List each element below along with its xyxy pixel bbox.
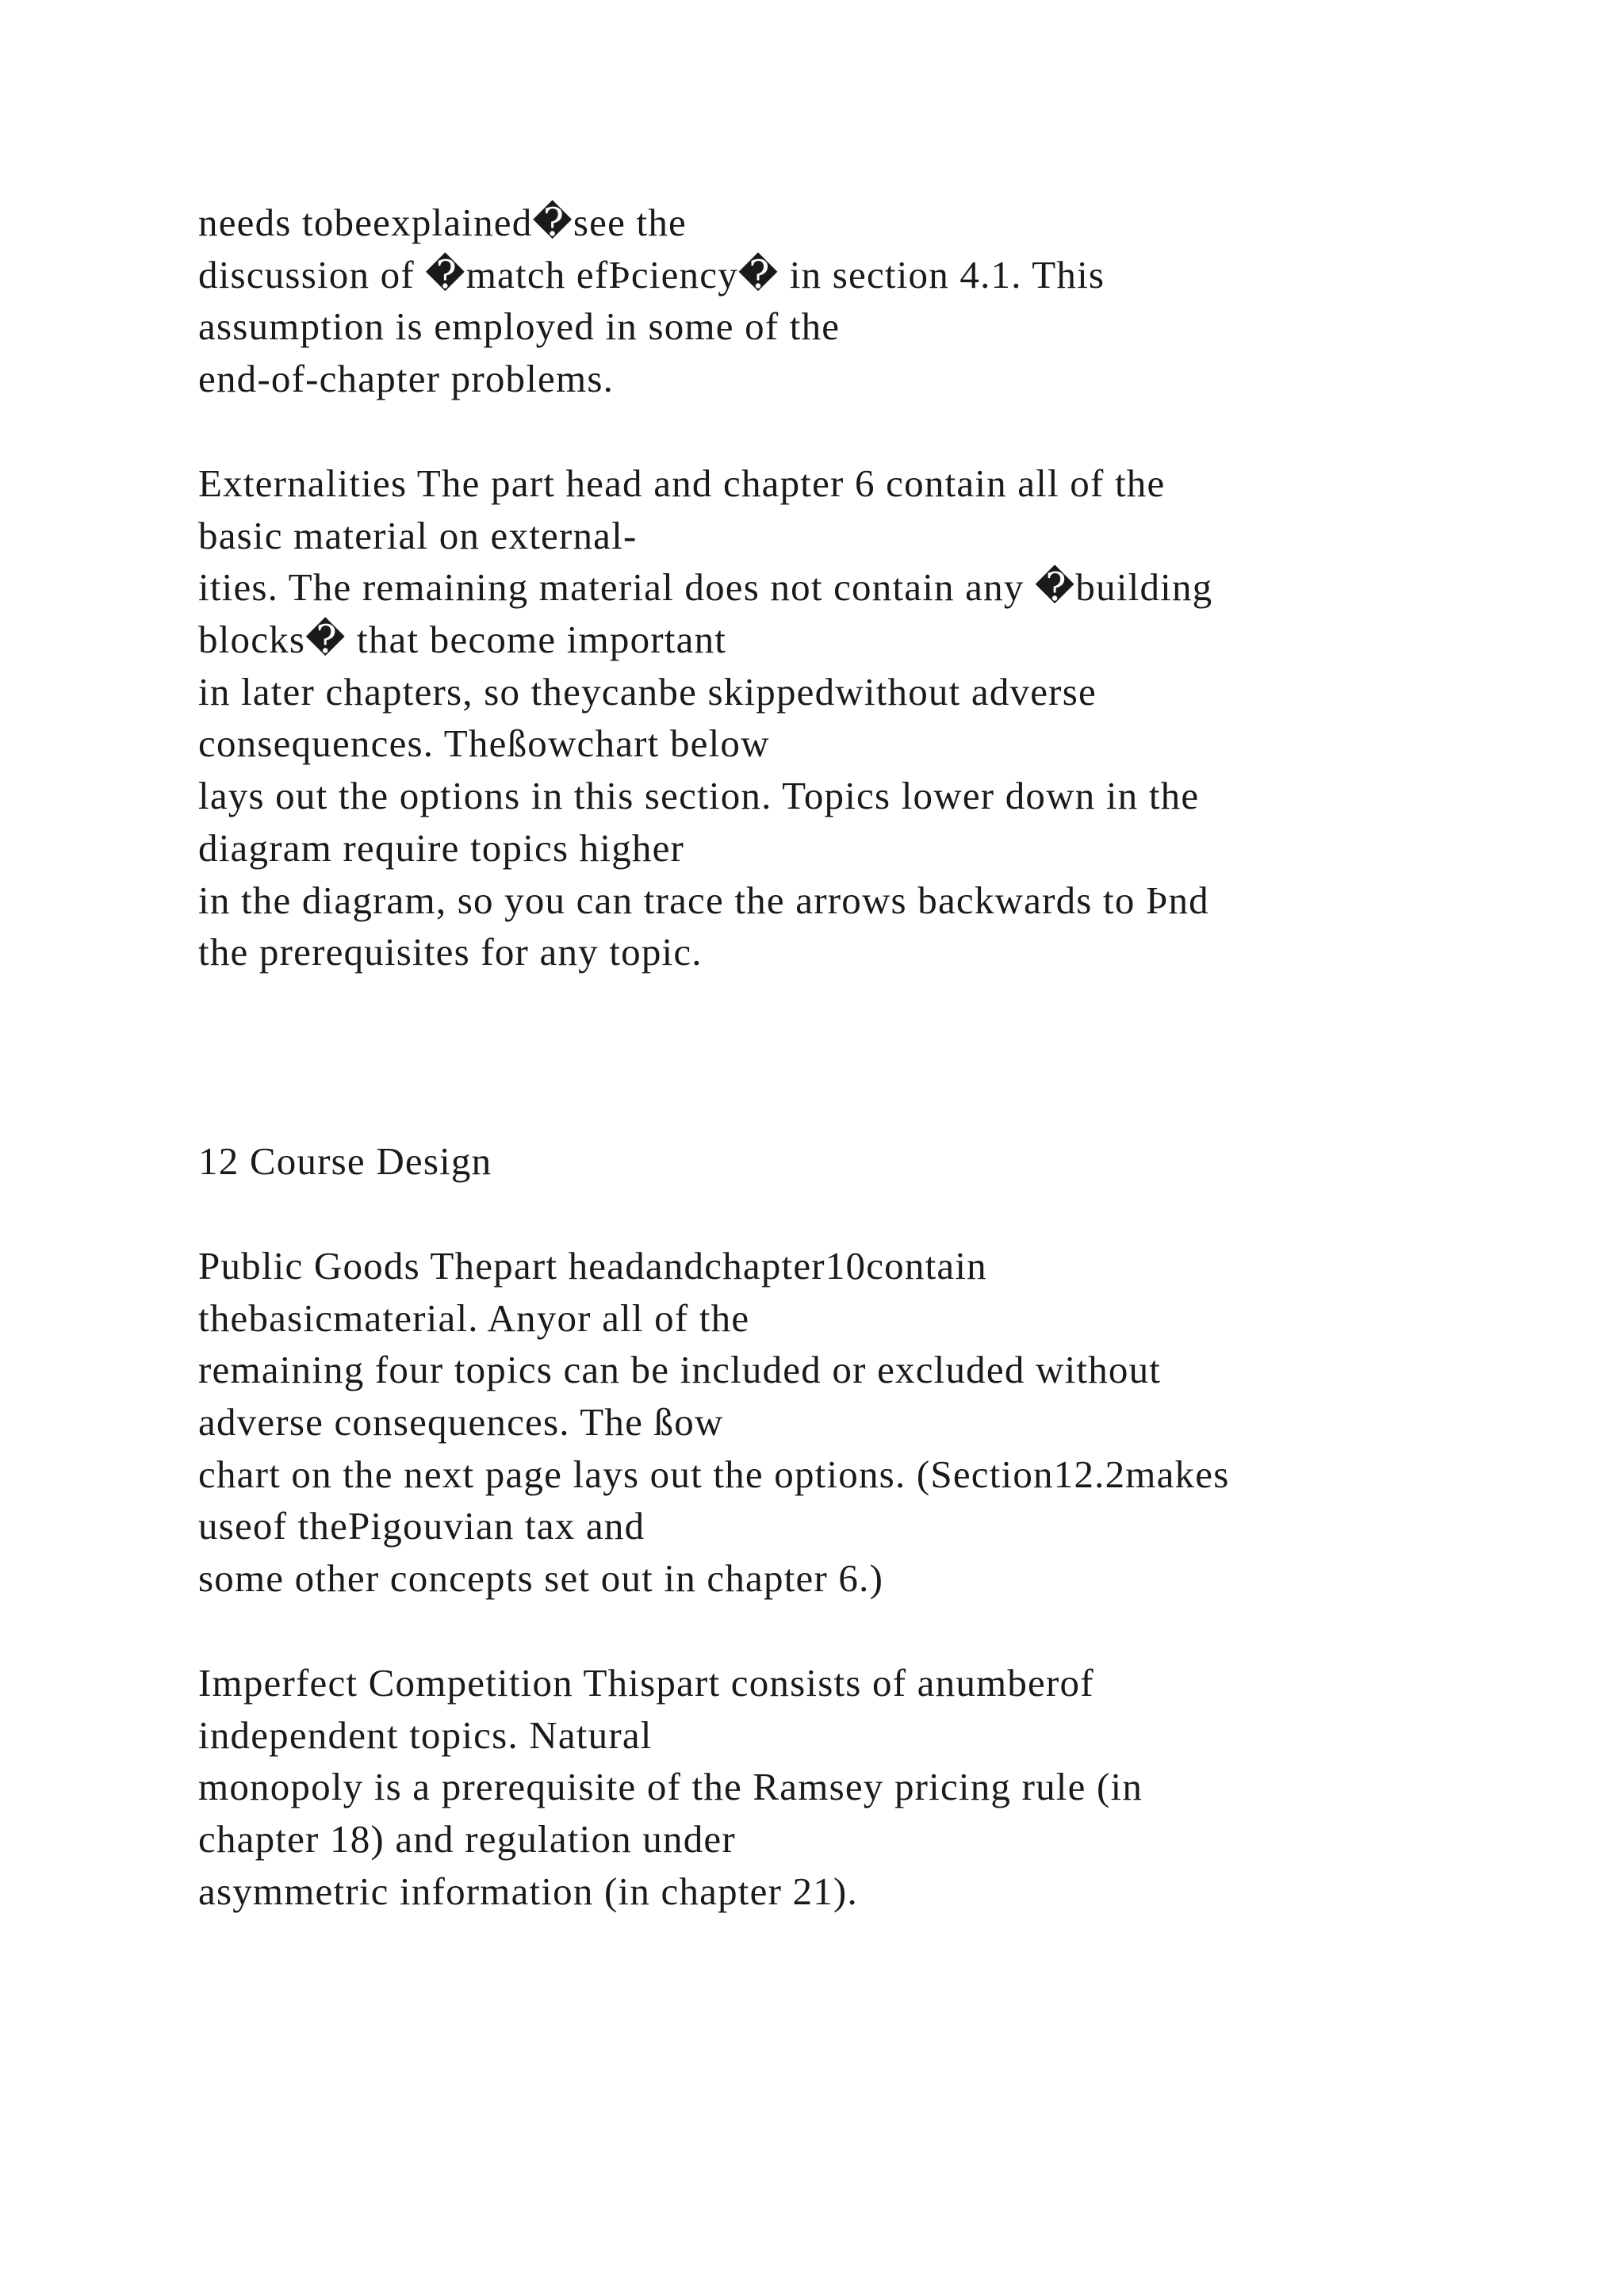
running-head-text: 12 Course Design — [198, 1139, 492, 1183]
text-line: asymmetric information (in chapter 21). — [198, 1869, 858, 1913]
text-line: remaining four topics can be included or excluded without — [198, 1348, 1162, 1392]
paragraph-externalities — [198, 457, 1546, 978]
text-line: the prerequisites for any topic. — [198, 930, 703, 974]
text-line: lays out the options in this section. Topics lower down in the — [198, 774, 1200, 818]
text-line: useof thePigouvian tax and — [198, 1504, 645, 1548]
text-line: monopoly is a prerequisite of the Ramsey pricing rule (in — [198, 1765, 1143, 1809]
text-line: discussion of �match efÞciency� in section 4.1. This — [198, 252, 1105, 297]
text-line: independent topics. Natural — [198, 1712, 653, 1757]
text-line: diagram require topics higher — [198, 825, 685, 870]
running-head — [198, 1135, 1546, 1188]
text-line: Externalities The part head and chapter 6 contain all of the — [198, 461, 1166, 505]
text-line: Imperfect Competition Thispart consists of anumberof — [198, 1661, 1094, 1705]
text-line: needs tobeexplained�see the — [198, 201, 687, 244]
text-line: assumption is employed in some of the — [198, 304, 841, 349]
text-line: adverse consequences. The ßow — [198, 1400, 724, 1445]
text-line: in the diagram, so you can trace the arrows backwards to Þnd — [198, 878, 1209, 922]
text-line: ities. The remaining material does not contain any �building — [198, 565, 1213, 610]
paragraph-public-goods — [198, 1240, 1546, 1605]
text-line: end-of-chapter problems. — [198, 357, 615, 401]
text-line: consequences. Theßowchart below — [198, 721, 770, 766]
paragraph-imperfect-competition — [198, 1657, 1546, 1917]
text-line: some other concepts set out in chapter 6.) — [198, 1556, 884, 1601]
text-line: chapter 18) and regulation under — [198, 1817, 736, 1862]
text-line: thebasicmaterial. Anyor all of the — [198, 1295, 750, 1340]
text-line: chart on the next page lays out the options. (Section12.2makes — [198, 1452, 1230, 1496]
text-line: basic material on external- — [198, 513, 638, 557]
text-line: Public Goods Thepart headandchapter10contain — [198, 1244, 987, 1288]
text-line: blocks� that become important — [198, 618, 727, 662]
paragraph-continuation — [198, 197, 1546, 405]
text-line: in later chapters, so theycanbe skippedwithout adverse — [198, 669, 1097, 714]
